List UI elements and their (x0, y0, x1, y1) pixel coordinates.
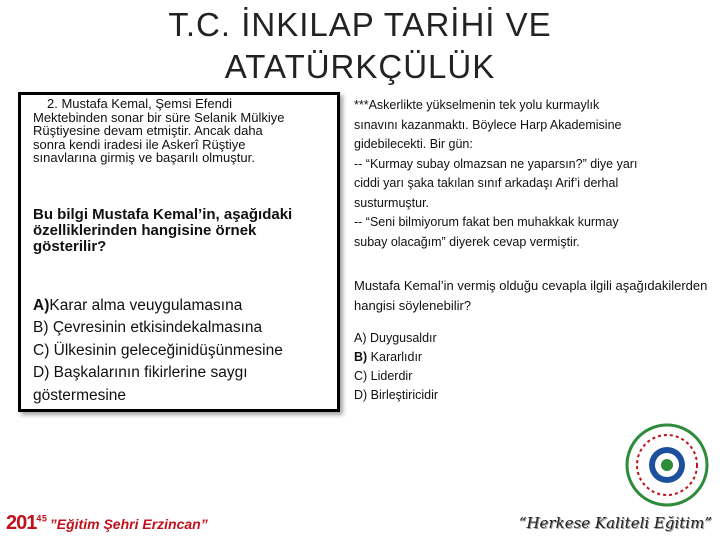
option-text: Başkalarının fikirlerine saygı göstermesine (33, 364, 248, 404)
option-text: Birleştiricidir (367, 388, 439, 402)
right-question (354, 96, 708, 405)
option-letter: B) (354, 350, 368, 364)
left-text-line: Mektebinden sonar bir süre Selanik Mülkiye (33, 109, 285, 125)
left-option-b[interactable] (33, 317, 327, 340)
right-option-d[interactable] (354, 386, 708, 405)
right-text-line: susturmuştur. (354, 195, 430, 210)
footer-slogan-text: ”Eğitim Şehri Erzincan” (45, 516, 208, 532)
right-options-list (354, 329, 708, 405)
left-question-prompt: Bu bilgi Mustafa Kemal’in, aşağıdaki özelliklerinden hangisine örnek gösterilir? (33, 205, 293, 255)
footer-motto: “Herkese Kaliteli Eğitim” (518, 514, 712, 532)
left-option-d[interactable] (33, 362, 327, 407)
left-text-line: sonra kendi iradesi ile Askerî Rüştiye (33, 136, 246, 152)
option-text: Duygusaldır (366, 331, 437, 345)
option-letter: A) (33, 296, 50, 314)
option-text: Kararlıdır (367, 350, 423, 364)
option-text: Liderdir (367, 369, 413, 383)
right-text-line: sınavını kazanmaktı. Böylece Harp Akademisine (354, 117, 622, 132)
page-title (0, 4, 720, 88)
left-question-box (18, 92, 340, 412)
right-text-line: ***Askerlikte yükselmenin tek yolu kurmaylık (354, 98, 600, 112)
right-text-line: ciddi yarı şaka takılan sınıf arkadaşı Arif’i derhal (354, 176, 619, 190)
left-question-text (33, 97, 327, 165)
right-text-line: subay olacağım” diyerek cevap vermiştir. (354, 234, 580, 249)
option-text: Karar alma veuygulamasına (49, 296, 243, 314)
right-text-line: -- “Seni bilmiyorum fakat ben muhakkak kurmay (354, 215, 619, 229)
left-option-a[interactable] (33, 295, 327, 318)
right-option-c[interactable] (354, 367, 708, 386)
option-letter: C) (33, 341, 50, 359)
option-letter: D) (354, 388, 368, 402)
footer-year: $201^{4 5}$ (6, 512, 46, 534)
left-options-list (33, 295, 327, 408)
title-line-2: ATATÜRKÇÜLÜK (224, 48, 496, 85)
title-line-1: T.C. İNKILAP TARİHİ VE (168, 6, 552, 43)
option-letter: B) (33, 319, 49, 336)
right-option-b[interactable] (354, 348, 708, 367)
left-text-line: 2. Mustafa Kemal, Şemsi Efendi (47, 96, 232, 111)
left-option-c[interactable] (33, 340, 327, 363)
option-text: Ülkesinin geleceğinidüşünmesine (53, 341, 283, 359)
option-letter: C) (354, 369, 368, 383)
footer-slogan (6, 512, 208, 535)
right-option-a[interactable] (354, 329, 708, 348)
right-text-line: gidebilecekti. Bir gün: (354, 137, 473, 151)
option-text: Çevresinin etkisindekalmasına (52, 319, 263, 336)
right-text-line: -- “Kurmay subay olmazsan ne yaparsın?” diye yarı (354, 156, 638, 171)
left-text-line: Rüştiyesine devam etmiştir. Ancak daha (33, 123, 263, 138)
school-logo-icon (622, 420, 712, 510)
option-letter: A) (354, 331, 367, 345)
option-letter: D) (33, 364, 50, 381)
left-text-line: sınavlarına girmiş ve başarılı olmuştur. (33, 150, 255, 165)
right-question-prompt: Mustafa Kemal’in vermiş olduğu cevapla ilgili aşağıdakilerden hangisi söylenebilir? (354, 278, 708, 313)
